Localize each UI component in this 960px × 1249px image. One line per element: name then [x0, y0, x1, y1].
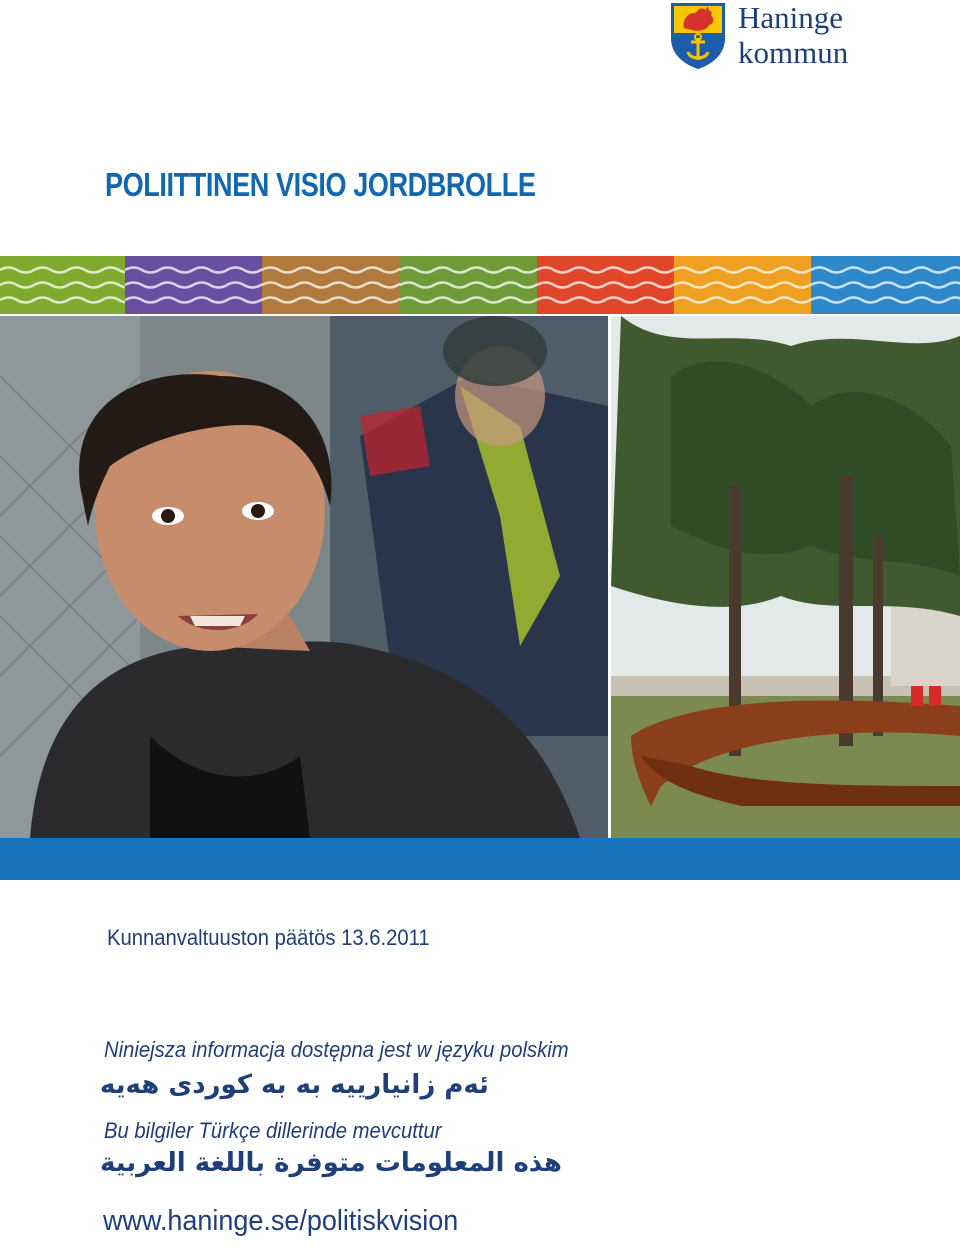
stripe-red	[537, 256, 674, 314]
park-trees-photo	[611, 316, 960, 838]
wave-lines	[0, 256, 125, 314]
wave-lines	[674, 256, 811, 314]
logo-text-haninge: Haninge	[738, 0, 844, 35]
stripe-blue	[811, 256, 960, 314]
wave-lines	[537, 256, 674, 314]
website-link[interactable]: www.haninge.se/politiskvision	[103, 1205, 459, 1237]
turkish-notice: Bu bilgiler Türkçe dillerinde mevcuttur	[104, 1118, 442, 1143]
logo-text-kommun: kommun	[738, 35, 849, 70]
stripe-green	[0, 256, 125, 314]
wave-lines	[811, 256, 960, 314]
coat-of-arms-icon	[668, 0, 728, 70]
stripe-purple	[125, 256, 262, 314]
stripe-orange	[674, 256, 811, 314]
park-photo-illustration	[611, 316, 960, 838]
decision-date: Kunnanvaltuuston päätös 13.6.2011	[107, 925, 430, 950]
polish-notice: Niniejsza informacja dostępna jest w języku polskim	[104, 1037, 569, 1062]
kurdish-notice: ئەم زانیارییە بە بە کوردی هەیە	[100, 1070, 489, 1100]
haninge-logo	[668, 0, 960, 72]
wave-lines	[125, 256, 262, 314]
wave-lines	[262, 256, 400, 314]
stripe-brown	[262, 256, 400, 314]
blue-band	[0, 838, 960, 880]
arabic-notice: هذه المعلومات متوفرة باللغة العربية	[100, 1148, 562, 1178]
page-title: POLIITTINEN VISIO JORDBROLLE	[105, 166, 536, 203]
color-stripes	[0, 256, 960, 314]
wave-lines	[400, 256, 537, 314]
stripe-olive	[400, 256, 537, 314]
boy-photo-illustration	[0, 316, 608, 838]
boy-portrait-photo	[0, 316, 608, 838]
